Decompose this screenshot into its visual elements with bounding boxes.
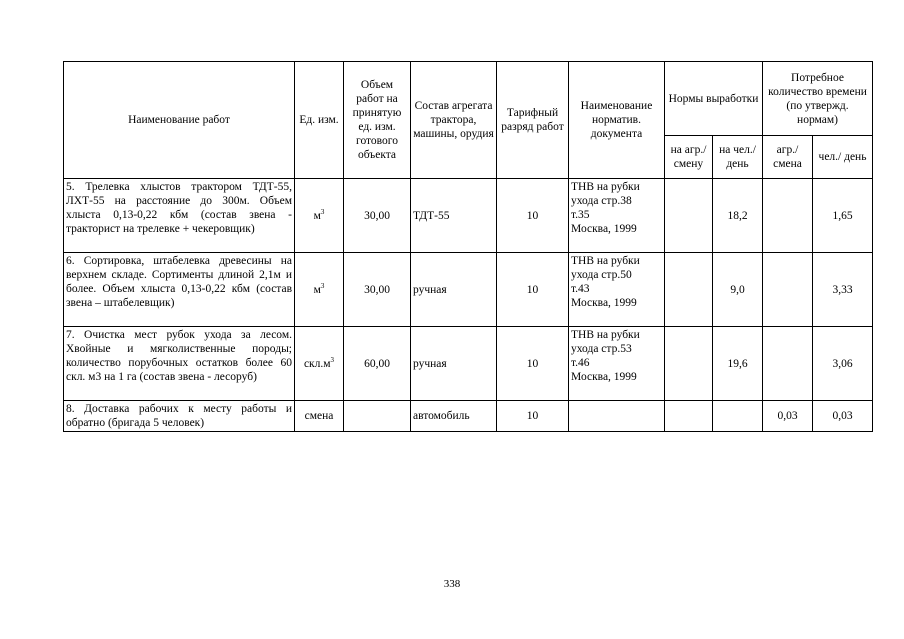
document-cell bbox=[569, 253, 665, 327]
time-per-unit-cell bbox=[763, 253, 813, 327]
time-per-unit-cell bbox=[763, 179, 813, 253]
document-cell bbox=[569, 401, 665, 432]
time-per-unit-cell bbox=[763, 327, 813, 401]
output-per-person-cell bbox=[713, 401, 763, 432]
output-per-unit-cell bbox=[665, 327, 713, 401]
header-work-name: Наименование работ bbox=[64, 62, 295, 179]
document-line: ухода стр.38 bbox=[571, 195, 632, 207]
header-output-per-unit: на агр./ смену bbox=[665, 136, 713, 179]
table-row bbox=[64, 401, 873, 432]
document-cell bbox=[569, 179, 665, 253]
work-description: 7. Очистка мест рубок ухода за лесом. Хвойные и мягколиственные породы; количество порубочных остатков более 60 скл. м3 на 1 га (состав звена - лесоруб) bbox=[64, 327, 295, 401]
document-line: ухода стр.53 bbox=[571, 343, 632, 355]
document-line: ТНВ на рубки bbox=[571, 181, 640, 193]
document-line: т.35 bbox=[571, 209, 590, 221]
document-line: Москва, 1999 bbox=[571, 223, 637, 235]
time-per-person-cell: 0,03 bbox=[813, 401, 873, 432]
unit-cell: $м^3$ bbox=[295, 179, 344, 253]
volume-cell: 30,00 bbox=[344, 253, 411, 327]
volume-cell: 60,00 bbox=[344, 327, 411, 401]
header-volume: Объем работ на принятую ед. изм. готового объекта bbox=[344, 62, 411, 179]
document-cell bbox=[569, 327, 665, 401]
time-per-person-cell: 1,65 bbox=[813, 179, 873, 253]
output-per-unit-cell bbox=[665, 179, 713, 253]
header-composition: Состав агрегата трактора, машины, орудия bbox=[411, 62, 497, 179]
document-line: Москва, 1999 bbox=[571, 297, 637, 309]
time-per-unit-cell: 0,03 bbox=[763, 401, 813, 432]
header-time-per-person: чел./ день bbox=[813, 136, 873, 179]
output-per-unit-cell bbox=[665, 253, 713, 327]
work-description: 8. Доставка рабочих к месту работы и обратно (бригада 5 человек) bbox=[64, 401, 295, 432]
header-output-per-person: на чел./ день bbox=[713, 136, 763, 179]
unit-cell: $м^3$ bbox=[295, 253, 344, 327]
document-line: ухода стр.50 bbox=[571, 269, 632, 281]
header-tariff: Тарифный разряд работ bbox=[497, 62, 569, 179]
volume-cell: 30,00 bbox=[344, 179, 411, 253]
table-row bbox=[64, 179, 873, 253]
tariff-cell: 10 bbox=[497, 253, 569, 327]
work-description: 6. Сортировка, штабелевка древесины на верхнем складе. Сортименты длиной 2,1м и более. Объем хлыста 0,13-0,22 кбм (состав звена – штабелевщик) bbox=[64, 253, 295, 327]
page-number: 338 bbox=[443, 578, 461, 590]
document-line: т.43 bbox=[571, 283, 590, 295]
unit-cell: $скл.м^3$ bbox=[295, 327, 344, 401]
document-line: ТНВ на рубки bbox=[571, 329, 640, 341]
document-line: т.46 bbox=[571, 357, 590, 369]
time-per-person-cell: 3,33 bbox=[813, 253, 873, 327]
work-description: 5. Трелевка хлыстов трактором ТДТ-55, ЛХТ-55 на расстояние до 300м. Объем хлыста 0,13-0,22 кбм (состав звена - тракторист на трелевке + чекеровщик) bbox=[64, 179, 295, 253]
work-norms-table bbox=[63, 61, 873, 432]
output-per-person-cell: 19,6 bbox=[713, 327, 763, 401]
table-row bbox=[64, 327, 873, 401]
document-line: Москва, 1999 bbox=[571, 371, 637, 383]
tariff-cell: 10 bbox=[497, 179, 569, 253]
tariff-cell: 10 bbox=[497, 401, 569, 432]
composition-cell: ручная bbox=[411, 253, 497, 327]
header-unit: Ед. изм. bbox=[295, 62, 344, 179]
tariff-cell: 10 bbox=[497, 327, 569, 401]
output-per-unit-cell bbox=[665, 401, 713, 432]
table-row bbox=[64, 253, 873, 327]
volume-cell bbox=[344, 401, 411, 432]
output-per-person-cell: 9,0 bbox=[713, 253, 763, 327]
header-document: Наименование норматив. документа bbox=[569, 62, 665, 179]
time-per-person-cell: 3,06 bbox=[813, 327, 873, 401]
composition-cell: ручная bbox=[411, 327, 497, 401]
composition-cell: автомобиль bbox=[411, 401, 497, 432]
composition-cell: ТДТ-55 bbox=[411, 179, 497, 253]
output-per-person-cell: 18,2 bbox=[713, 179, 763, 253]
document-line: ТНВ на рубки bbox=[571, 255, 640, 267]
header-time-required: Потребное количество времени (по утвержд. нормам) bbox=[763, 62, 873, 136]
header-output-norms: Нормы выработки bbox=[665, 62, 763, 136]
header-time-per-unit: агр./ смена bbox=[763, 136, 813, 179]
unit-cell: смена bbox=[295, 401, 344, 432]
